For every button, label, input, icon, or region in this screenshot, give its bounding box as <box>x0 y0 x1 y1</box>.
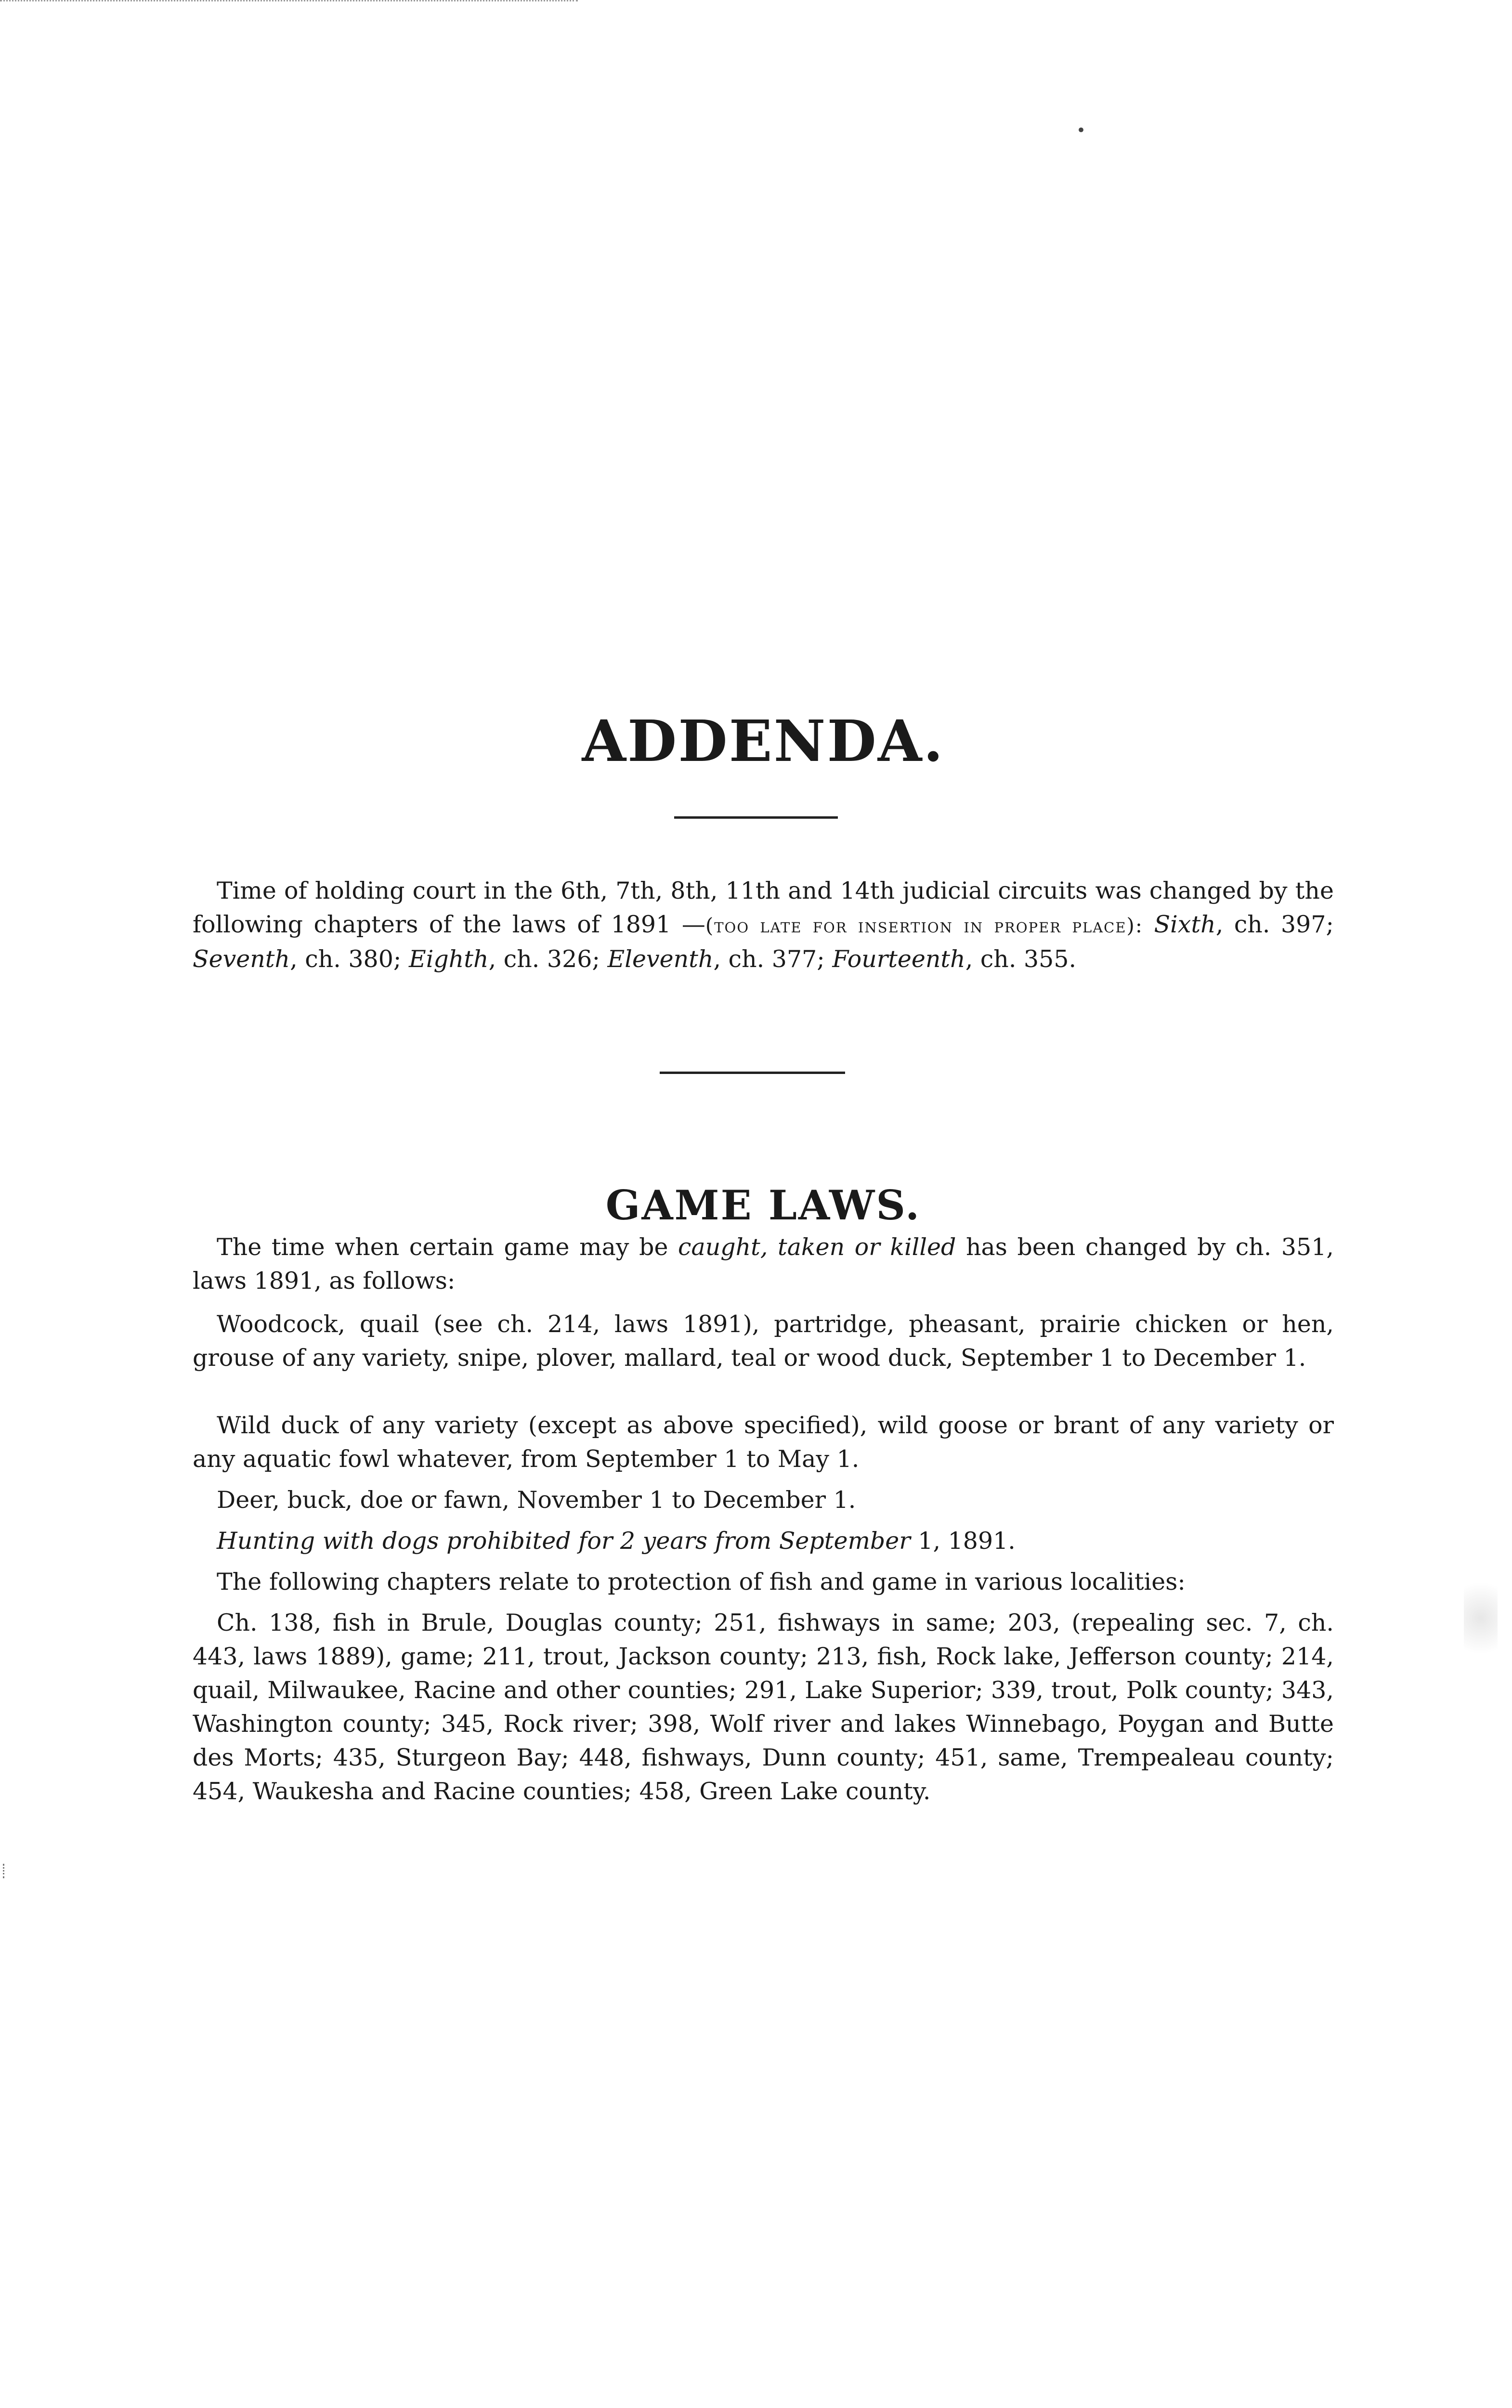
section-title-game-laws: GAME LAWS. <box>605 1181 921 1229</box>
circuit-chapter: , ch. 377; <box>713 945 833 973</box>
game-intro-paragraph <box>193 1230 1334 1298</box>
court-note: (too late for insertion in proper place): <box>705 914 1144 937</box>
wild-duck-paragraph: Wild duck of any variety (except as above specified), wild goose or brant of any variety or any aquatic fowl whatever, from September 1 to May 1. <box>193 1412 1334 1473</box>
circuit-chapter: , ch. 355. <box>965 945 1077 973</box>
localities-paragraph: Ch. 138, fish in Brule, Douglas county; 251, fishways in same; 203, (repealing sec. 7, ch. 443, laws 1889), game; 211, trout, Jackson county; 213, fish, Rock lake, Jefferson county; 214, quail, Milwaukee, Racine and other counties; 291, Lake Superior; 339, trout, Polk county; 343, Washington county; 345, Rock river; 398, Wolf river and lakes Winnebago, Poygan and Butte des Morts; 435, Sturgeon Bay; 448, fishways, Dunn county; 451, same, Trempealeau county; 454, Waukesha and Racine counties; 458, Green Lake county. <box>193 1609 1334 1805</box>
document-page <box>193 0 1334 2408</box>
paper-stain <box>1464 1570 1498 1666</box>
hunting-italic-text: Hunting with dogs prohibited for 2 years from September <box>217 1527 911 1555</box>
circuit-name: Eleventh <box>607 945 714 973</box>
circuit-chapter: , ch. 380; <box>290 945 409 973</box>
circuit-name: Eighth <box>408 945 489 973</box>
circuit-chapter: , ch. 397; <box>1215 911 1334 938</box>
circuit-name: Fourteenth <box>832 945 965 973</box>
woodcock-paragraph: Woodcock, quail (see ch. 214, laws 1891), partridge, pheasant, prairie chicken or hen, grouse of any variety, snipe, plover, mallard, teal or wood duck, September 1 to December 1. <box>193 1310 1334 1372</box>
title-divider <box>674 816 838 819</box>
court-paragraph <box>193 874 1334 976</box>
court-lead-text: Time of holding court in the 6th, 7th, 8th, 11th and 14th judicial circuits was changed by the following chapters of the laws of 1891 — <box>193 877 1334 938</box>
circuit-name: Sixth <box>1154 911 1216 938</box>
intro-text: The time when certain game may be <box>217 1233 678 1261</box>
deer-paragraph: Deer, buck, doe or fawn, November 1 to December 1. <box>217 1486 856 1514</box>
circuit-name: Seventh <box>193 945 290 973</box>
hunting-paragraph <box>193 1524 1334 1558</box>
margin-mark <box>3 1864 9 1878</box>
page-title: ADDENDA. <box>582 707 945 775</box>
circuit-chapter: , ch. 326; <box>488 945 608 973</box>
printing-speck: • <box>1076 121 1086 140</box>
section-divider <box>660 1072 845 1074</box>
intro-italic-text: caught, taken or killed <box>678 1233 956 1261</box>
intro-text-end: has been changed by ch. 351, laws 1891, as follows: <box>193 1233 1334 1295</box>
localities-intro-paragraph: The following chapters relate to protection of fish and game in various localities: <box>217 1568 1186 1596</box>
hunting-date: 1, 1891. <box>910 1527 1016 1555</box>
